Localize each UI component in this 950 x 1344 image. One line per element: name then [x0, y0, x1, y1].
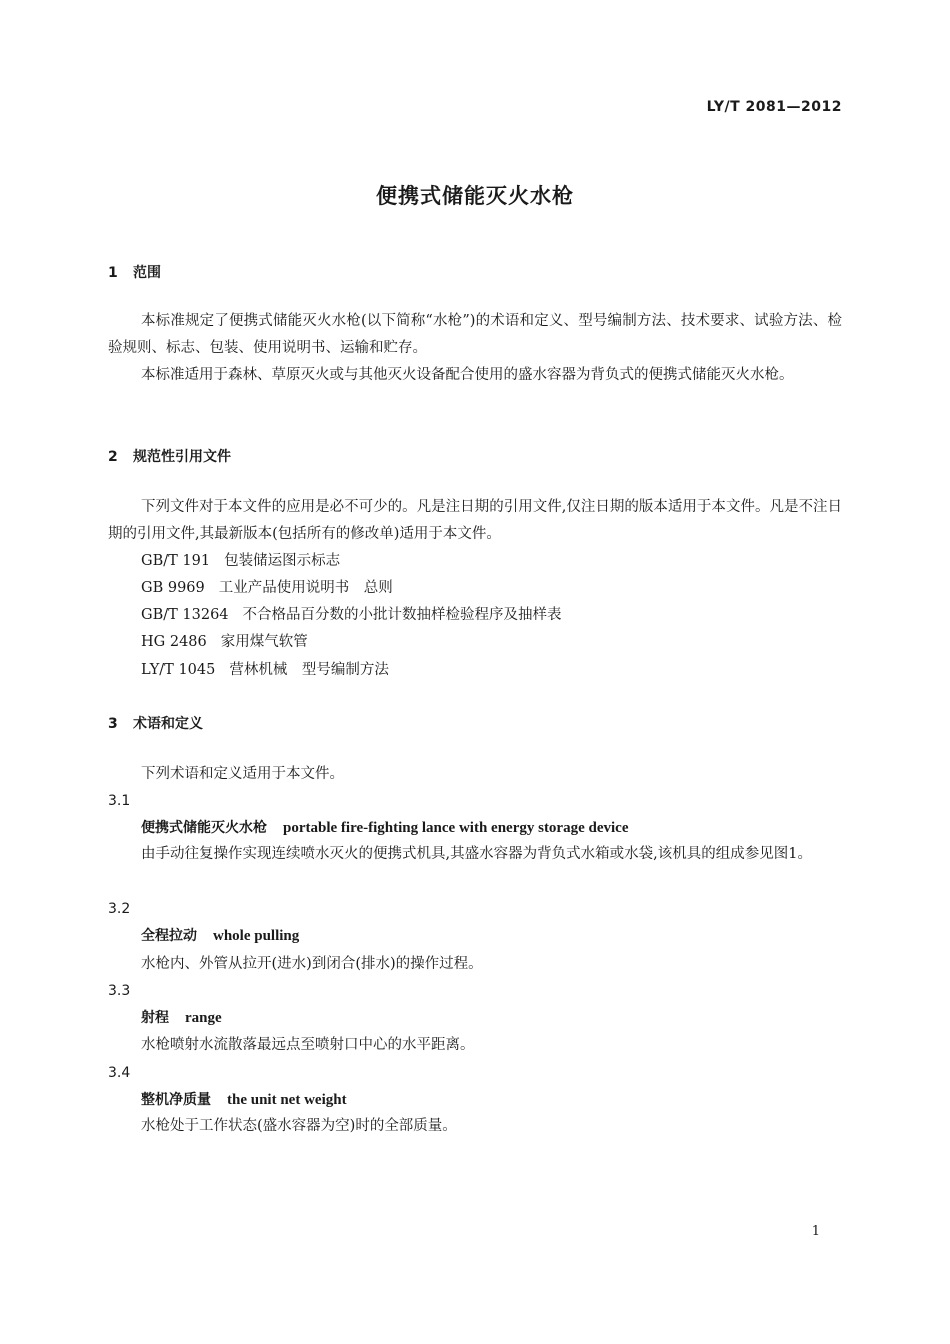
section-number: 3 [108, 716, 118, 732]
reference-title: 包装储运图示标志 [224, 553, 341, 569]
reference-code: HG 2486 [141, 634, 207, 650]
term-entry [141, 926, 299, 946]
references-intro: 下列文件对于本文件的应用是必不可少的。凡是注日期的引用文件,仅注日期的版本适用于本文件。凡是不注日期的引用文件,其最新版本(包括所有的修改单)适用于本文件。 [108, 499, 842, 542]
scope-paragraph-2: 本标准适用于森林、草原灭火或与其他灭火设备配合使用的盛水容器为背负式的便携式储能灭火水枪。 [141, 367, 794, 383]
term-chinese: 全程拉动 [141, 928, 197, 944]
reference-item [141, 605, 562, 625]
reference-title: 家用煤气软管 [220, 634, 308, 650]
section-heading-terms-definitions [108, 713, 203, 733]
reference-code: LY/T 1045 [141, 662, 216, 678]
term-chinese: 便携式储能灭火水枪 [141, 820, 267, 836]
reference-code: GB 9969 [141, 580, 205, 596]
term-definition: 由手动往复操作实现连续喷水灭火的便携式机具,其盛水容器为背负式水箱或水袋,该机具的组成参见图1。 [141, 846, 812, 862]
reference-item [141, 578, 393, 598]
section-heading-scope [108, 262, 161, 282]
scope-paragraph-1: 本标准规定了便携式储能灭火水枪(以下简称“水枪”)的术语和定义、型号编制方法、技术要求、试验方法、检验规则、标志、包装、使用说明书、运输和贮存。 [108, 313, 842, 356]
reference-title: 工业产品使用说明书 总则 [218, 580, 393, 596]
term-chinese: 射程 [141, 1010, 169, 1026]
document-title: 便携式储能灭火水枪 [376, 184, 574, 208]
clause-number: 3.1 [108, 793, 131, 809]
term-definition: 水枪内、外管从拉开(进水)到闭合(排水)的操作过程。 [141, 956, 483, 972]
reference-code: GB/T 13264 [141, 607, 229, 623]
page-number: 1 [811, 1224, 820, 1239]
clause-number: 3.2 [108, 901, 131, 917]
document-code: LY/T 2081—2012 [706, 99, 842, 115]
reference-title: 不合格品百分数的小批计数抽样检验程序及抽样表 [242, 607, 562, 623]
term-chinese: 整机净质量 [141, 1092, 211, 1108]
clause-number: 3.3 [108, 983, 131, 999]
reference-title: 营林机械 型号编制方法 [229, 662, 389, 678]
section-number: 2 [108, 449, 118, 465]
section-title: 范围 [133, 265, 161, 281]
term-english: whole pulling [213, 928, 300, 944]
term-english: the unit net weight [227, 1092, 347, 1108]
reference-item [141, 632, 308, 652]
term-entry [141, 1090, 347, 1110]
term-entry [141, 818, 628, 838]
reference-code: GB/T 191 [141, 553, 211, 569]
term-definition: 水枪处于工作状态(盛水容器为空)时的全部质量。 [141, 1118, 457, 1134]
term-entry [141, 1008, 222, 1028]
section-heading-normative-references [108, 446, 231, 466]
reference-item [141, 551, 340, 571]
terms-intro: 下列术语和定义适用于本文件。 [141, 766, 344, 782]
section-title: 术语和定义 [133, 716, 203, 732]
clause-number: 3.4 [108, 1065, 131, 1081]
term-english: range [185, 1010, 222, 1026]
term-english: portable fire-fighting lance with energy storage device [283, 820, 629, 836]
reference-item [141, 660, 389, 680]
section-number: 1 [108, 265, 118, 281]
section-title: 规范性引用文件 [133, 449, 231, 465]
term-definition: 水枪喷射水流散落最远点至喷射口中心的水平距离。 [141, 1037, 475, 1053]
